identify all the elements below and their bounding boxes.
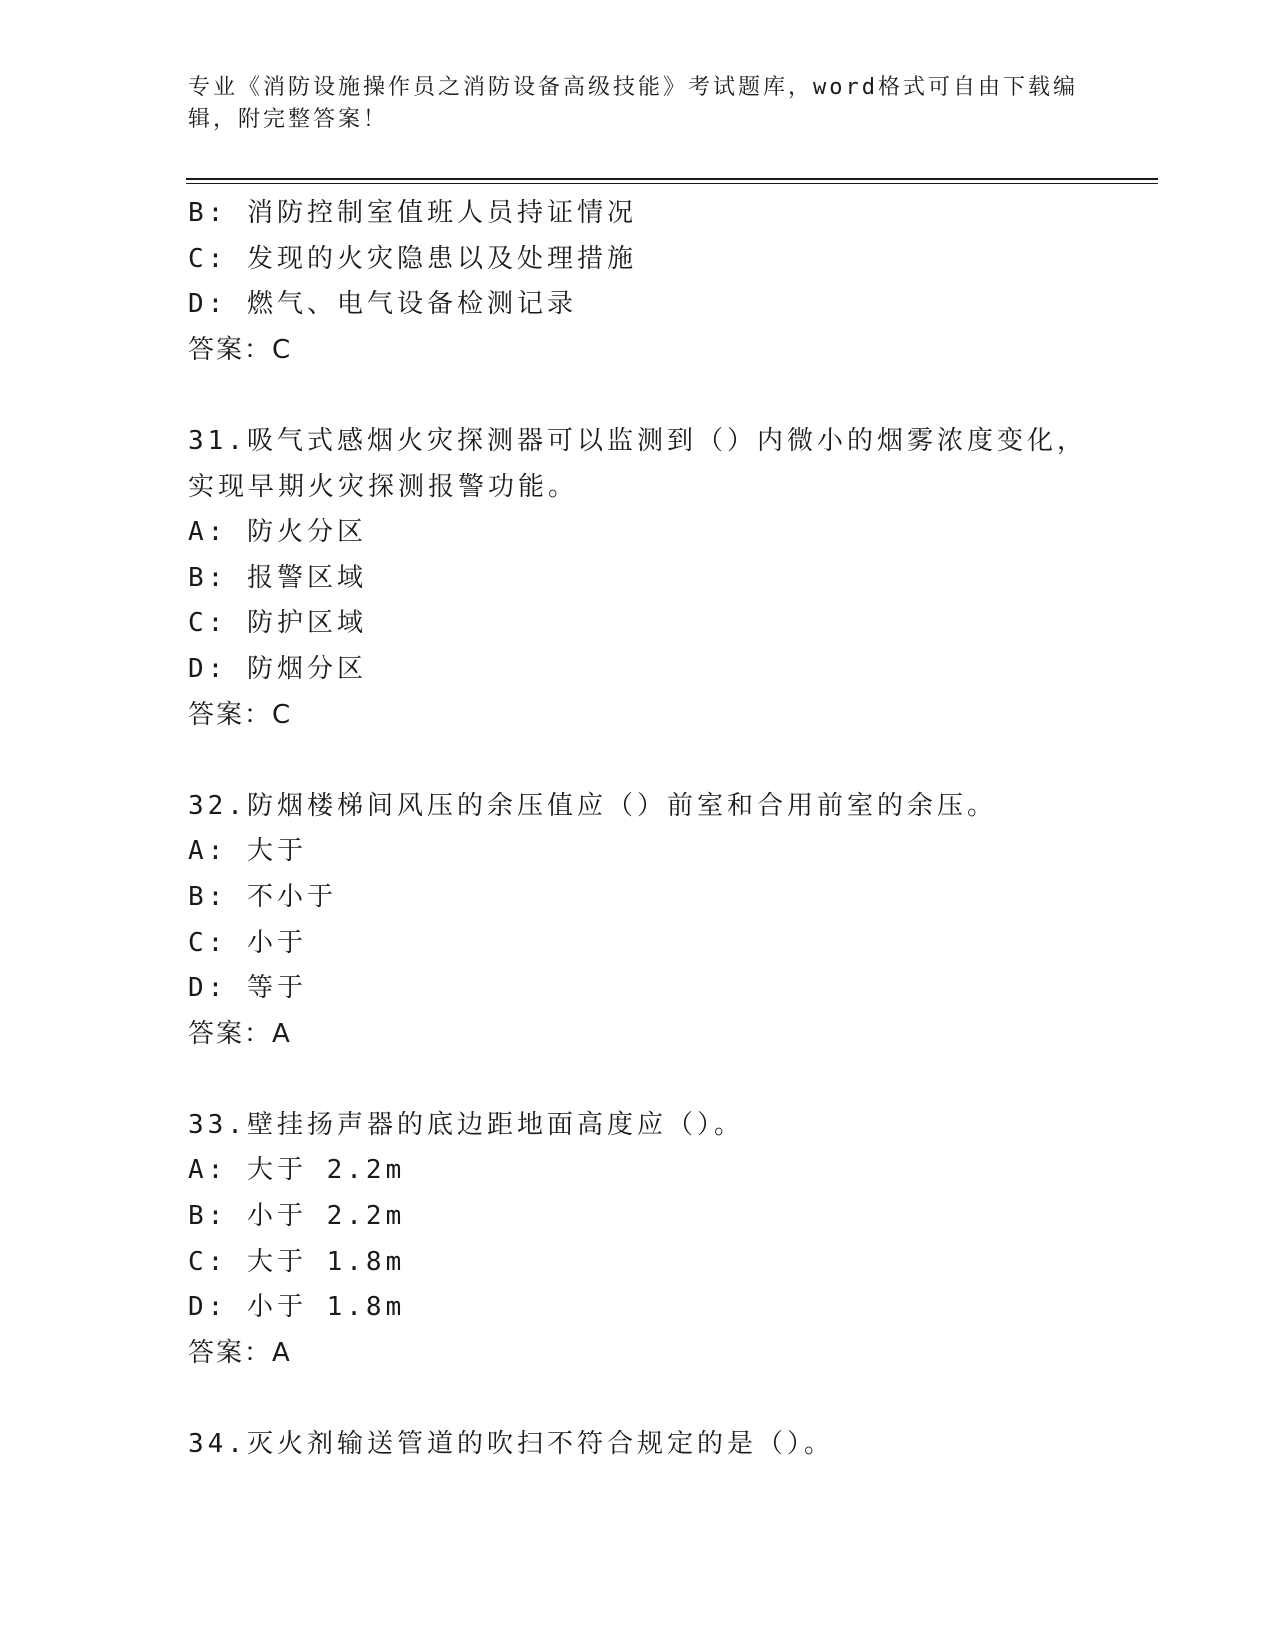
answer-text: 答案：A <box>188 1018 292 1049</box>
question-block-32 <box>188 784 1088 1058</box>
spacer <box>188 738 1088 784</box>
question-block-33 <box>188 1103 1088 1377</box>
question-block-34 <box>188 1422 1088 1468</box>
option-b: B: 不小于 <box>188 881 337 912</box>
option-b: B: 小于 2.2m <box>188 1201 406 1232</box>
question-stem: 34.灭火剂输送管道的吹扫不符合规定的是（）。 <box>188 1429 834 1460</box>
option-b: B: 报警区域 <box>188 562 367 593</box>
option-d: D: 小于 1.8m <box>188 1292 406 1323</box>
option-c: C: 大于 1.8m <box>188 1246 406 1277</box>
option-c: C: 发现的火灾隐患以及处理措施 <box>188 243 637 274</box>
option-a: A: 大于 2.2m <box>188 1155 406 1186</box>
option-d: D: 防烟分区 <box>188 653 367 684</box>
option-d: D: 燃气、电气设备检测记录 <box>188 289 577 320</box>
option-a: A: 大于 <box>188 836 307 867</box>
option-d: D: 等于 <box>188 973 307 1004</box>
spacer <box>188 1376 1088 1422</box>
question-stem: 33.壁挂扬声器的底边距地面高度应（）。 <box>188 1109 744 1140</box>
option-b: B: 消防控制室值班人员持证情况 <box>188 198 637 228</box>
document-header <box>188 72 1088 136</box>
spacer <box>188 373 1088 419</box>
question-block-30 <box>188 191 1088 373</box>
answer-text: 答案：A <box>188 1337 292 1368</box>
header-rule-thick <box>186 178 1158 180</box>
question-stem: 31.吸气式感烟火灾探测器可以监测到（）内微小的烟雾浓度变化，实现早期火灾探测报警功能。 <box>188 425 1087 502</box>
header-text: 专业《消防设施操作员之消防设备高级技能》考试题库，word格式可自由下载编辑，附完整答案！ <box>188 75 1078 132</box>
answer-text: 答案：C <box>188 334 293 365</box>
spacer <box>188 1057 1088 1103</box>
option-a: A: 防火分区 <box>188 517 367 548</box>
option-c: C: 小于 <box>188 927 307 958</box>
question-list <box>188 191 1088 1468</box>
question-stem: 32.防烟楼梯间风压的余压值应（）前室和合用前室的余压。 <box>188 790 997 821</box>
answer-text: 答案：C <box>188 699 293 730</box>
header-rule-thin <box>186 183 1158 184</box>
question-block-31 <box>188 419 1088 738</box>
option-c: C: 防护区域 <box>188 608 367 639</box>
